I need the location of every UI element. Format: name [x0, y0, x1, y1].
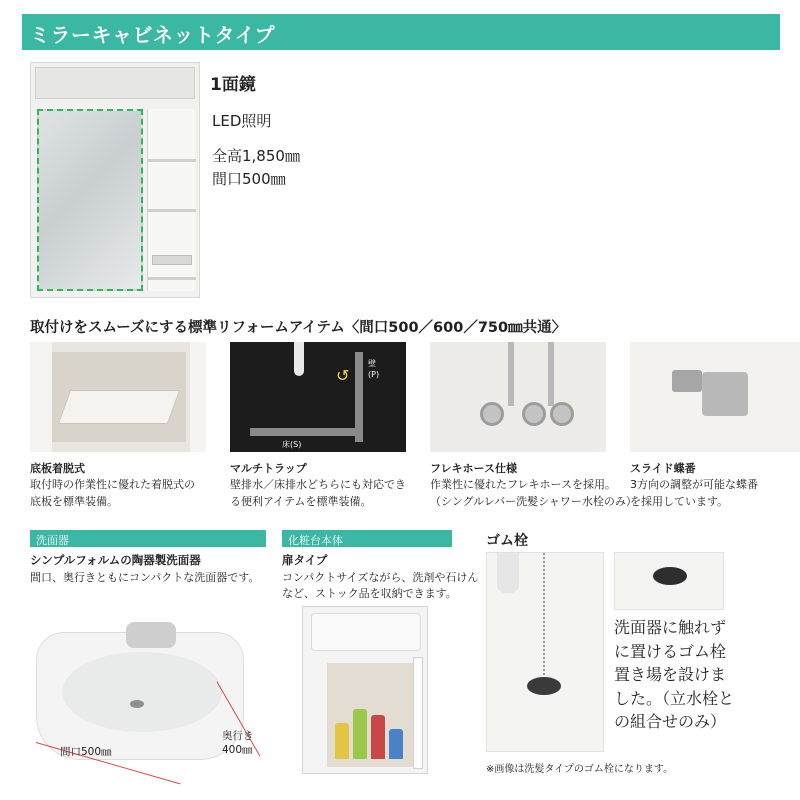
spec-height: 全高1,850㎜: [212, 147, 300, 165]
side-shelf: [147, 109, 195, 291]
item-desc-slide-hinge: [630, 476, 758, 510]
section-header-title: ミラーキャビネットタイプ: [30, 23, 275, 47]
removable-bottom-board-photo: [30, 342, 206, 452]
item-desc-flex-hose: [430, 476, 637, 510]
rotate-arrow-icon: ↺: [336, 366, 350, 385]
desc-line: 壁排水／床排水どちらにも対応でき: [230, 478, 406, 491]
hose-right: [548, 342, 554, 406]
rubber-stopper-desc: [614, 616, 784, 734]
shelf-ledge: [148, 277, 196, 280]
item-title-flex-hose: フレキホース仕様: [430, 462, 518, 475]
basin-depth-label: 奥行き: [222, 730, 254, 742]
rubber-stopper-note: ※画像は洗髪タイプのゴム栓になります。: [486, 764, 674, 775]
desc-line: 取付時の作業性に優れた着脱式の: [30, 478, 195, 491]
stock-bottle: [353, 709, 367, 759]
desc-line: 置き場を設けま: [614, 665, 727, 684]
flexible-hose-photo: [430, 342, 606, 452]
section-header-bar: [22, 14, 780, 50]
rubber-stopper-photo: [486, 552, 604, 752]
desc-line: に置けるゴム栓: [614, 641, 727, 661]
desc-line: を採用しています。: [630, 495, 729, 508]
trap-pipe: [294, 342, 304, 376]
basin-image: [36, 612, 250, 762]
stopper-chain: [543, 553, 545, 683]
vanity-door: [413, 657, 423, 769]
drain-icon: [130, 700, 144, 708]
shelf-ledge: [148, 209, 196, 212]
rubber-plug: [653, 567, 687, 585]
basin-desc: 間口、奥行きともにコンパクトな洗面器です。: [30, 571, 260, 584]
shelf-ledge: [148, 159, 196, 162]
multi-trap-diagram: [230, 342, 406, 452]
floor-drain-line: [250, 428, 363, 436]
basin-tag: 洗面器: [30, 530, 266, 547]
mirror-cabinet-image: [30, 62, 200, 298]
rubber-stopper-title: ゴム栓: [486, 533, 528, 549]
hose-left: [508, 342, 514, 406]
vanity-title: 扉タイプ: [282, 553, 328, 567]
item-title-multi-trap: マルチトラップ: [230, 462, 307, 475]
drain-stopper: [527, 677, 561, 695]
item-title-slide-hinge: スライド蝶番: [630, 462, 696, 475]
item-desc-bottom-board: [30, 476, 195, 510]
spec-width: 間口500㎜: [212, 170, 286, 188]
label-floor: 床(S): [282, 440, 302, 449]
cabinet-door-left: [30, 342, 52, 452]
vanity-tag: 化粧台本体: [282, 530, 452, 547]
desc-line: る便利アイテムを標準装備。: [230, 495, 372, 508]
faucet-icon: [126, 622, 176, 648]
vanity-image: [302, 606, 428, 774]
faucet-icon: [497, 553, 519, 593]
hinge-plate: [672, 370, 702, 392]
basin-depth-value: 400㎜: [222, 744, 253, 756]
stock-bottle: [371, 715, 385, 759]
hinge-icon: [702, 372, 748, 416]
item-title-bottom-board: 底板着脱式: [30, 462, 85, 475]
desc-line: 作業性に優れたフレキホースを採用。: [430, 478, 617, 491]
stock-bottle: [389, 729, 403, 759]
desc-line: した。（立水栓と: [614, 688, 735, 708]
slide-hinge-photo: [630, 342, 800, 452]
basin-bowl: [62, 652, 222, 732]
desc-line: 洗面器に触れず: [614, 618, 727, 637]
vanity-storage: [327, 663, 413, 767]
valve-left: [480, 402, 504, 426]
desc-line: 3方向の調整が可能な蝶番: [630, 478, 758, 491]
bottom-board: [58, 390, 180, 424]
vanity-desc: [282, 570, 478, 602]
valve-right: [550, 402, 574, 426]
desc-line: など、ストック品を収納できます。: [282, 587, 457, 600]
mirror-type-title: 1面鏡: [210, 75, 256, 95]
label-wall: 壁: [368, 359, 376, 368]
item-desc-multi-trap: [230, 476, 406, 510]
basin-title: シンプルフォルムの陶器製洗面器: [30, 553, 201, 567]
label-p: (P): [368, 370, 380, 379]
stopper-holder-photo: [614, 552, 724, 610]
spec-led: LED照明: [212, 112, 272, 130]
reform-items-heading: 取付けをスムーズにする標準リフォームアイテム〈間口500／600／750㎜共通〉: [30, 320, 567, 336]
desc-line: の組合せのみ）: [614, 712, 727, 731]
cabinet-light-box: [35, 67, 195, 99]
desc-line: （シングルレバー洗髪シャワー水栓のみ）: [430, 495, 637, 508]
stock-bottle: [335, 723, 349, 759]
basin-width-label: 間口500㎜: [60, 746, 112, 758]
mirror-panel: [37, 109, 143, 291]
valve-center: [522, 402, 546, 426]
desc-line: 底板を標準装備。: [30, 495, 118, 508]
switch-panel: [152, 255, 192, 265]
desc-line: コンパクトサイズながら、洗剤や石けん: [282, 571, 479, 584]
vanity-counter: [311, 613, 421, 651]
cabinet-door-right: [190, 342, 206, 452]
